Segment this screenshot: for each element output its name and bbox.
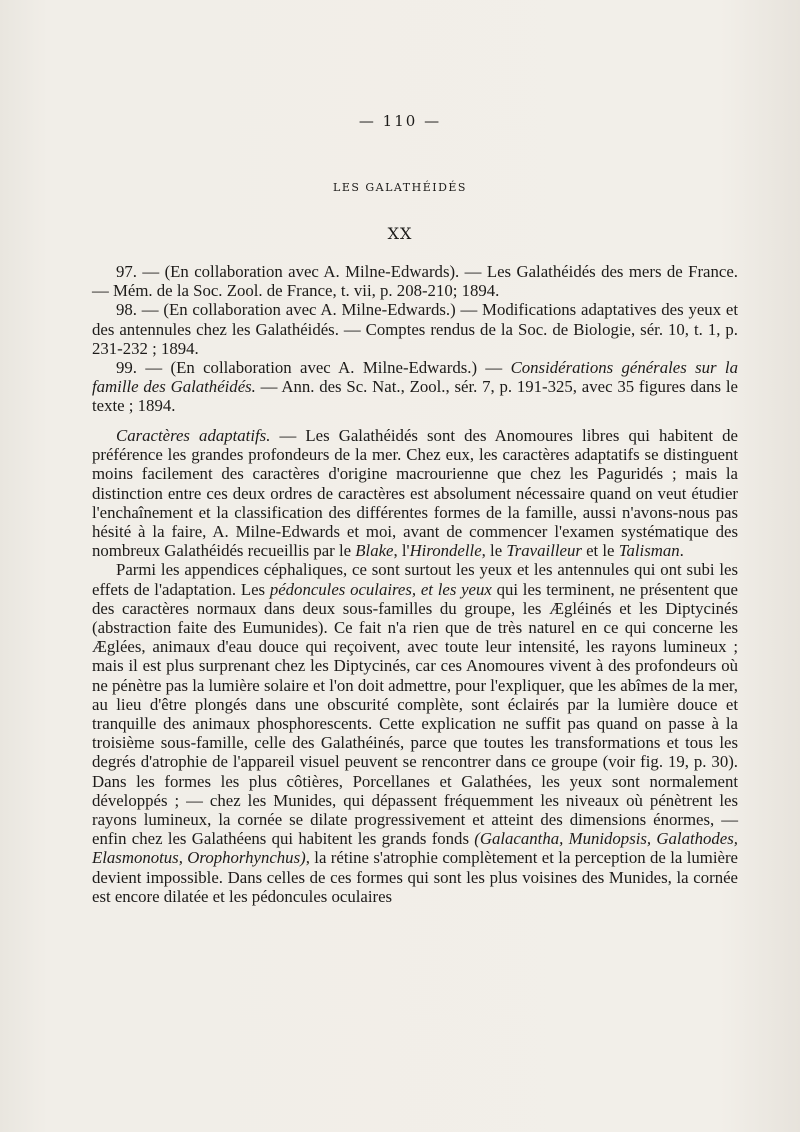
- entry-number: 97.: [116, 262, 137, 281]
- paragraph-text: et le: [581, 541, 619, 561]
- bibliography-list: [92, 262, 738, 416]
- paragraph-text: qui les terminent, ne présentent que des caractères normaux dans deux sous-familles du groupe, les Ægléinés et les Diptycinés (abstraction faite des Eumunides). Ce fait n'a rien que de très naturel en ce qui concerne les Æglées, animaux d'eau douce qui reçoivent, avec toute leur intensité, les rayons lumineux ; mais il est plus surprenant chez les Diptycinés, car ces Anomoures vivent à des profondeurs où ne pénètre pas la lumière solaire et l'on doit admettre, pour l'expliquer, que les abîmes de la mer, au lieu d'être plongés dans une obscurité complète, sont éclairés par la lumière douce et tranquille des animaux phosphorescents. Cette explication ne suffit pas quand on passe à la troisième sous-famille, celle des Galathéinés, parce que toutes les transformations et tous les degrés d'atrophie de l'appareil visuel peuvent se rencontrer dans ce groupe (voir fig. 19, p. 30). Dans les formes les plus côtières, Porcellanes et Galathées, les yeux sont normalement développés ; — chez les Munides, qui dépassent fréquemment les niveaux où pénètrent les rayons lumineux, la cornée se dilate progressivement et atteint des dimensions énormes, — enfin chez les Galathéens qui habitent les grands fonds: [92, 579, 738, 849]
- paragraph-text: — Les Galathéidés sont des Anomoures libres qui habitent de préférence les grandes profondeurs de la mer. Chez eux, les caractères adaptatifs se distinguent moins facilement des caractères d'origine macrourienne que chez les Paguridés ; mais la distinction entre ces deux ordres de caractères est absolument nécessaire quand on veut étudier l'enchaînement et la classification des différentes formes de la famille, aussi n'avons-nous pas hésité à la faire, A. Milne-Edwards et moi, avant de commencer l'examen systématique des nombreux Galathéidés recueillis par le: [92, 426, 738, 561]
- emphasis-text: pédoncules oculaires, et les yeux: [269, 579, 492, 599]
- bibliography-entry-97: [92, 262, 738, 300]
- entry-number: 99.: [116, 358, 137, 378]
- entry-text: — (En collaboration avec A. Milne-Edwards.) — Modifications adaptatives des yeux et des antennules chez les Galathéidés. — Comptes rendus de la Soc. de Biologie, sér. 10, t. 1, p. 231-232 ; 1894.: [92, 300, 738, 358]
- ship-name: Talisman: [618, 541, 680, 561]
- bibliography-entry-98: [92, 300, 738, 358]
- paragraph-text: , le: [481, 541, 507, 561]
- paragraph-text: Parmi les appendices céphaliques, ce sont surtout les yeux et les antennules qui ont subi les effets de l'adaptation. Les: [92, 560, 738, 599]
- paragraph-cephalic-appendages: [92, 560, 738, 906]
- paragraph-heading: Caractères adaptatifs.: [116, 426, 271, 445]
- body-text: [92, 426, 738, 906]
- running-head: LES GALATHÉIDÉS: [333, 181, 467, 194]
- entry-text: — Ann. des Sc. Nat., Zool., sér. 7, p. 191-325, avec 35 figures dans le texte ; 1894.: [92, 377, 738, 416]
- entry-text: — (En collaboration avec A. Milne-Edwards.) —: [136, 358, 511, 378]
- ship-name: Hirondelle: [409, 541, 482, 561]
- paragraph-text: .: [679, 541, 684, 561]
- genus-list: (Galacantha, Munidopsis, Galathodes, Elasmonotus, Orophorhynchus): [92, 829, 738, 868]
- ship-name: Blake: [355, 541, 394, 561]
- entry-title: Considérations générales sur la famille des Galathéidés.: [92, 358, 738, 397]
- paragraph-adaptive-characters: [92, 426, 738, 560]
- page-number: — 110 —: [358, 112, 442, 130]
- paragraph-text: , la rétine s'atrophie complètement et la perception de la lumière devient impossible. Dans celles de ces formes qui sont les plus voisines des Munides, la cornée est encore dilatée et les pédoncules oculaires: [92, 848, 738, 906]
- ship-name: Travailleur: [506, 541, 582, 561]
- entry-text: — (En collaboration avec A. Milne-Edwards). — Les Galathéidés des mers de France. — Mém. de la Soc. Zool. de France, t. vii, p. 208-210; 1894.: [92, 262, 738, 301]
- bibliography-entry-99: [92, 358, 738, 416]
- paragraph-text: , l': [393, 541, 410, 561]
- section-title: XX: [387, 224, 413, 243]
- entry-number: 98.: [116, 300, 137, 320]
